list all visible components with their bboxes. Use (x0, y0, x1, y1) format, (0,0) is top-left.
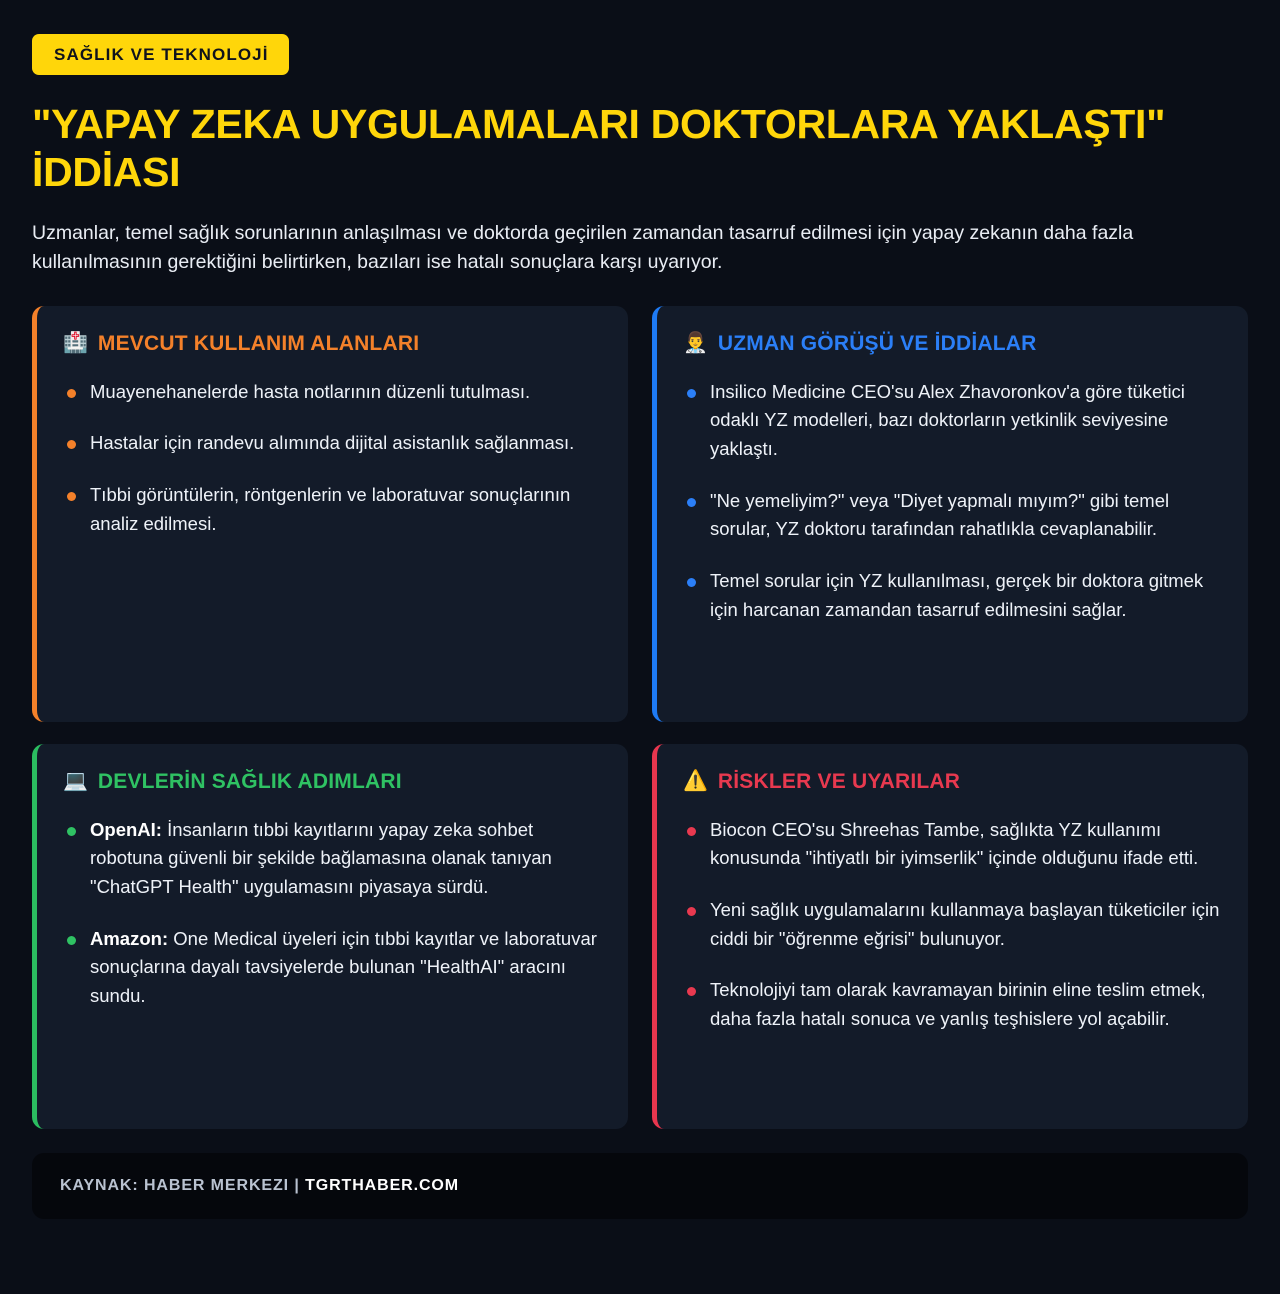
card-header (63, 770, 602, 794)
list-item (63, 816, 602, 902)
list-item-text: Muayenehanelerde hasta notlarının düzenli tutulması. (90, 380, 531, 402)
list-item-text: Insilico Medicine CEO'su Alex Zhavoronkov'a göre tüketici odaklı YZ modelleri, bazı doktorların yetkinlik seviyesine yaklaştı. (710, 380, 1185, 459)
category-badge: SAĞLIK VE TEKNOLOJİ (32, 34, 289, 75)
card-mevcut-kullanim-alanlari (32, 306, 628, 722)
card-item-list (683, 816, 1222, 1034)
list-item (683, 378, 1222, 464)
warning-icon: ⚠️ (683, 769, 708, 792)
list-item (63, 429, 602, 458)
list-item (683, 896, 1222, 953)
card-title: UZMAN GÖRÜŞÜ VE İDDİALAR (717, 331, 1037, 355)
card-header (63, 332, 602, 356)
list-item-text: Tıbbi görüntülerin, röntgenlerin ve laboratuvar sonuçlarının analiz edilmesi. (90, 484, 571, 534)
card-item-list (683, 378, 1222, 625)
list-item (683, 816, 1222, 873)
list-item (63, 481, 602, 538)
card-item-list (63, 816, 602, 1011)
page-subtitle: Uzmanlar, temel sağlık sorunlarının anlaşılması ve doktorda geçirilen zamandan tasarruf edilmesi için yapay zekanın daha fazla kullanılmasının gerektiğini belirtirken, bazıları ise hatalı sonuçlara karşı uyarıyor. (32, 221, 1134, 273)
list-item-text: Hastalar için randevu alımında dijital asistanlık sağlanması. (90, 432, 575, 454)
list-item-text: "Ne yemeliyim?" veya "Diyet yapmalı mıyım?" gibi temel sorular, YZ doktoru tarafından rahatlıkla cevaplanabilir. (710, 489, 1170, 540)
list-item-text: Yeni sağlık uygulamalarını kullanmaya başlayan tüketiciler için ciddi bir "öğrenme eğrisi" bulunuyor. (710, 899, 1220, 949)
list-item-text: Biocon CEO'su Shreehas Tambe, sağlıkta YZ kullanımı konusunda "ihtiyatlı bir iyimserlik" içinde olduğunu ifade etti. (710, 818, 1199, 869)
footer-bar (32, 1153, 1248, 1219)
laptop-icon: 💻 (63, 769, 88, 792)
footer-source-label: KAYNAK: HABER MERKEZI | (60, 1176, 306, 1194)
card-uzman-gorusu-ve-iddialar (652, 306, 1248, 722)
list-item-text: İnsanların tıbbi kayıtlarını yapay zeka sohbet robotuna güvenli bir şekilde bağlamasına olanak tanıyan "ChatGPT Health" uygulamasını piyasaya sürdü. (90, 818, 552, 897)
card-title: MEVCUT KULLANIM ALANLARI (97, 331, 420, 355)
list-item (683, 567, 1222, 624)
doctor-icon: 👨‍⚕️ (683, 331, 708, 354)
list-item-lead: OpenAI: (90, 818, 162, 840)
card-devlerin-saglik-adimlari (32, 744, 628, 1129)
list-item-text: Temel sorular için YZ kullanılması, gerçek bir doktora gitmek için harcanan zamandan tasarruf edilmesini sağlar. (710, 570, 1204, 620)
list-item-lead: Amazon: (90, 927, 169, 949)
card-grid (32, 306, 1248, 1129)
list-item-text: Teknolojiyi tam olarak kavramayan birinin eline teslim etmek, daha fazla hatalı sonuca ve yanlış teşhislere yol açabilir. (710, 979, 1206, 1030)
card-title: RİSKLER VE UYARILAR (717, 769, 961, 793)
card-header (683, 770, 1222, 794)
list-item (683, 976, 1222, 1033)
page-title: "YAPAY ZEKA UYGULAMALARI DOKTORLARA YAKLAŞTI" İDDİASI (32, 101, 1166, 195)
card-title: DEVLERİN SAĞLIK ADIMLARI (97, 769, 402, 793)
list-item (63, 925, 602, 1011)
footer-site-name: TGRTHABER.COM (305, 1176, 459, 1194)
hospital-icon: 🏥 (63, 331, 88, 354)
card-header (683, 332, 1222, 356)
card-riskler-ve-uyarilar (652, 744, 1248, 1129)
footer-source (60, 1177, 459, 1195)
list-item (63, 378, 602, 407)
card-item-list (63, 378, 602, 539)
list-item (683, 487, 1222, 544)
list-item-text: One Medical üyeleri için tıbbi kayıtlar ve laboratuvar sonuçlarına dayalı tavsiyelerde bulunan "HealthAI" aracını sundu. (90, 927, 597, 1007)
